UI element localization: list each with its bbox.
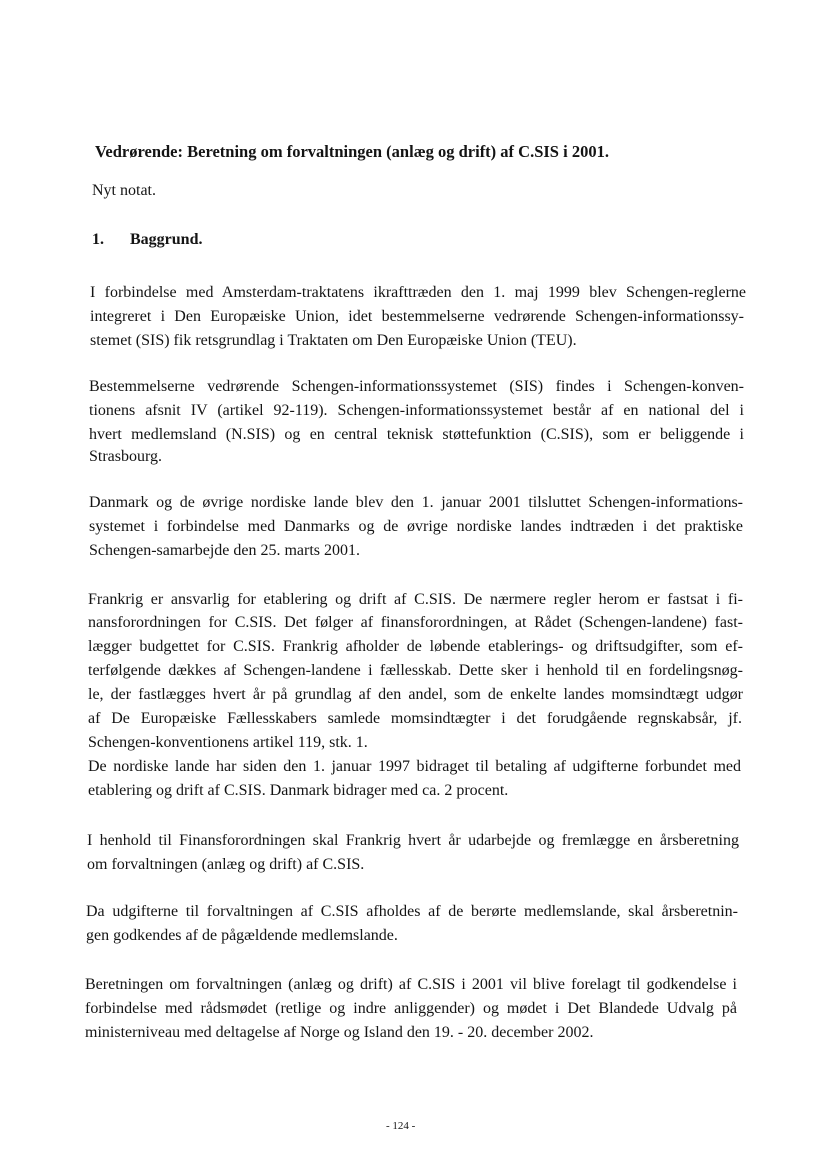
paragraph-line: Da udgifterne til forvaltningen af C.SIS afholdes af de berørte medlemslande, skal årsberetnin- [86, 903, 738, 920]
paragraph-line: terfølgende dækkes af Schengen-landene i fællesskab. Dette sker i henhold til en fordelingsnøg- [88, 662, 743, 679]
paragraph-line: tionens afsnit IV (artikel 92-119). Schengen-informationssystemet består af en national del i [89, 402, 744, 419]
document-subtitle: Nyt notat. [92, 182, 156, 199]
section-title: Baggrund. [130, 231, 203, 248]
paragraph-line: Schengen-konventionens artikel 119, stk. 1. [88, 734, 368, 751]
paragraph-line: Danmark og de øvrige nordiske lande blev den 1. januar 2001 tilsluttet Schengen-informations- [89, 494, 743, 511]
paragraph-line: om forvaltningen (anlæg og drift) af C.SIS. [87, 856, 365, 873]
paragraph-line: gen godkendes af de pågældende medlemslande. [86, 927, 398, 944]
paragraph-line: Beretningen om forvaltningen (anlæg og drift) af C.SIS i 2001 vil blive forelagt til godkendelse i [85, 976, 737, 993]
paragraph-line: etablering og drift af C.SIS. Danmark bidrager med ca. 2 procent. [88, 782, 509, 799]
paragraph-line: I forbindelse med Amsterdam-traktatens ikrafttræden den 1. maj 1999 blev Schengen-reglerne [90, 284, 746, 301]
section-number: 1. [92, 231, 104, 248]
paragraph-line: De nordiske lande har siden den 1. januar 1997 bidraget til betaling af udgifterne forbundet med [88, 758, 741, 775]
paragraph-line: Bestemmelserne vedrørende Schengen-informationssystemet (SIS) findes i Schengen-konven- [89, 378, 744, 395]
paragraph-line: hvert medlemsland (N.SIS) og en central teknisk støttefunktion (C.SIS), som er beliggende i [89, 426, 744, 443]
page-number: - 124 - [386, 1120, 416, 1132]
paragraph-line: Schengen-samarbejde den 25. marts 2001. [89, 542, 361, 559]
paragraph-line: le, der fastlægges hvert år på grundlag af den andel, som de enkelte landes momsindtægt udgør [88, 686, 743, 703]
paragraph-line: Strasbourg. [89, 448, 163, 465]
document-title: Vedrørende: Beretning om forvaltningen (anlæg og drift) af C.SIS i 2001. [95, 142, 609, 161]
paragraph-line: nansforordningen for C.SIS. Det følger af finansforordningen, at Rådet (Schengen-landene) fast- [88, 614, 743, 631]
paragraph-line: integreret i Den Europæiske Union, idet bestemmelserne vedrørende Schengen-informationssy- [90, 308, 744, 325]
paragraph-line: af De Europæiske Fællesskabers samlede momsindtægter i det forudgående regnskabsår, jf. [88, 710, 742, 727]
section-heading [92, 230, 202, 250]
paragraph-line: systemet i forbindelse med Danmarks og de øvrige nordiske landes indtræden i det praktiske [89, 518, 743, 535]
paragraph-line: ministerniveau med deltagelse af Norge og Island den 19. - 20. december 2002. [85, 1024, 594, 1041]
paragraph-line: lægger budgettet for C.SIS. Frankrig afholder de løbende etablerings- og driftsudgifter, som ef- [88, 638, 743, 655]
paragraph-line: Frankrig er ansvarlig for etablering og drift af C.SIS. De nærmere regler herom er fastsat i fi- [88, 591, 743, 608]
paragraph-line: stemet (SIS) fik retsgrundlag i Traktaten om Den Europæiske Union (TEU). [90, 332, 577, 349]
paragraph-line: I henhold til Finansforordningen skal Frankrig hvert år udarbejde og fremlægge en årsberetning [87, 832, 739, 849]
paragraph-line: forbindelse med rådsmødet (retlige og indre anliggender) og mødet i Det Blandede Udvalg på [85, 1000, 737, 1017]
